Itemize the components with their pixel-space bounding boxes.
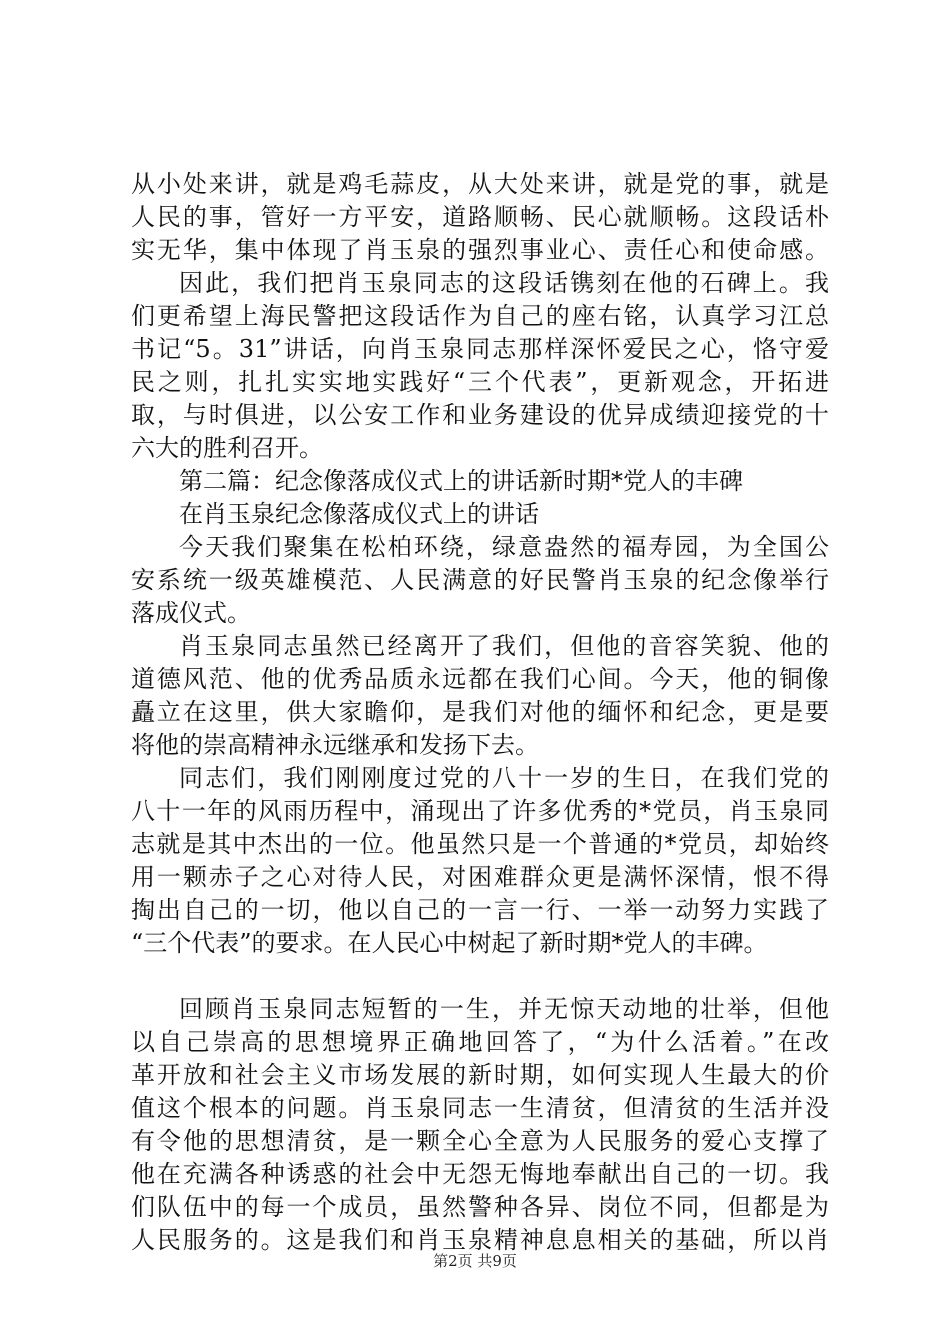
- text-line: 落成仪式。: [131, 599, 251, 627]
- text-line: 八十一年的风雨历程中，涌现出了许多优秀的*党员，肖玉泉同: [131, 797, 829, 825]
- text-line: 道德风范、他的优秀品质永远都在我们心间。今天，他的铜像: [131, 665, 829, 693]
- text-line: “三个代表”的要求。在人民心中树起了新时期*党人的丰碑。: [131, 929, 768, 957]
- paragraph-start-line: 回顾肖玉泉同志短暂的一生，并无惊天动地的壮举，但他: [179, 995, 829, 1023]
- text-line: 安系统一级英雄模范、人民满意的好民警肖玉泉的纪念像举行: [131, 566, 829, 594]
- text-line: 有令他的思想清贫，是一颗全心全意为人民服务的爱心支撑了: [131, 1127, 829, 1155]
- text-line: 用一颗赤子之心对待人民，对困难群众更是满怀深情，恨不得: [131, 863, 829, 891]
- paragraph-start-line: 今天我们聚集在松柏环绕，绿意盎然的福寿园，为全国公: [179, 533, 829, 561]
- text-line: 他在充满各种诱惑的社会中无怨无悔地奉献出自己的一切。我: [131, 1160, 829, 1188]
- text-line: 将他的崇高精神永远继承和发扬下去。: [131, 731, 539, 759]
- section-heading: 第二篇：纪念像落成仪式上的讲话新时期*党人的丰碑: [179, 467, 743, 495]
- text-line: 实无华，集中体现了肖玉泉的强烈事业心、责任心和使命感。: [131, 236, 829, 264]
- paragraph-start-line: 因此，我们把肖玉泉同志的这段话镌刻在他的石碑上。我: [179, 269, 829, 297]
- text-line: 六大的胜利召开。: [131, 434, 323, 462]
- text-line: 值这个根本的问题。肖玉泉同志一生清贫，但清贫的生活并没: [131, 1094, 829, 1122]
- text-line: 们队伍中的每一个成员，虽然警种各异、岗位不同，但都是为: [131, 1193, 829, 1221]
- text-line: 民之则，扎扎实实地实践好“三个代表”，更新观念，开拓进: [131, 368, 829, 396]
- text-line: 矗立在这里，供大家瞻仰，是我们对他的缅怀和纪念，更是要: [131, 698, 829, 726]
- blank-line: [131, 960, 829, 993]
- text-line: 们更希望上海民警把这段话作为自己的座右铭，认真学习江总: [131, 302, 829, 330]
- page-number-footer: 第2页 共9页: [433, 1252, 517, 1270]
- speech-title: 在肖玉泉纪念像落成仪式上的讲话: [179, 500, 539, 528]
- text-line: 从小处来讲，就是鸡毛蒜皮，从大处来讲，就是党的事，就是: [131, 170, 829, 198]
- text-line: 人民服务的。这是我们和肖玉泉精神息息相关的基础，所以肖: [131, 1226, 829, 1254]
- text-line: 革开放和社会主义市场发展的新时期，如何实现人生最大的价: [131, 1061, 829, 1089]
- paragraph-start-line: 肖玉泉同志虽然已经离开了我们，但他的音容笑貌、他的: [179, 632, 829, 660]
- text-line: 取，与时俱进，以公安工作和业务建设的优异成绩迎接党的十: [131, 401, 829, 429]
- paragraph-start-line: 同志们，我们刚刚度过党的八十一岁的生日，在我们党的: [179, 764, 829, 792]
- text-line: 书记“5。31”讲话，向肖玉泉同志那样深怀爱民之心，恪守爱: [131, 335, 829, 363]
- text-line: 掏出自己的一切，他以自己的一言一行、一举一动努力实践了: [131, 896, 829, 924]
- text-line: 人民的事，管好一方平安，道路顺畅、民心就顺畅。这段话朴: [131, 203, 829, 231]
- text-line: 志就是其中杰出的一位。他虽然只是一个普通的*党员，却始终: [131, 830, 829, 858]
- document-body: [131, 168, 829, 1257]
- text-line: 以自己崇高的思想境界正确地回答了，“为什么活着。”在改: [131, 1028, 829, 1056]
